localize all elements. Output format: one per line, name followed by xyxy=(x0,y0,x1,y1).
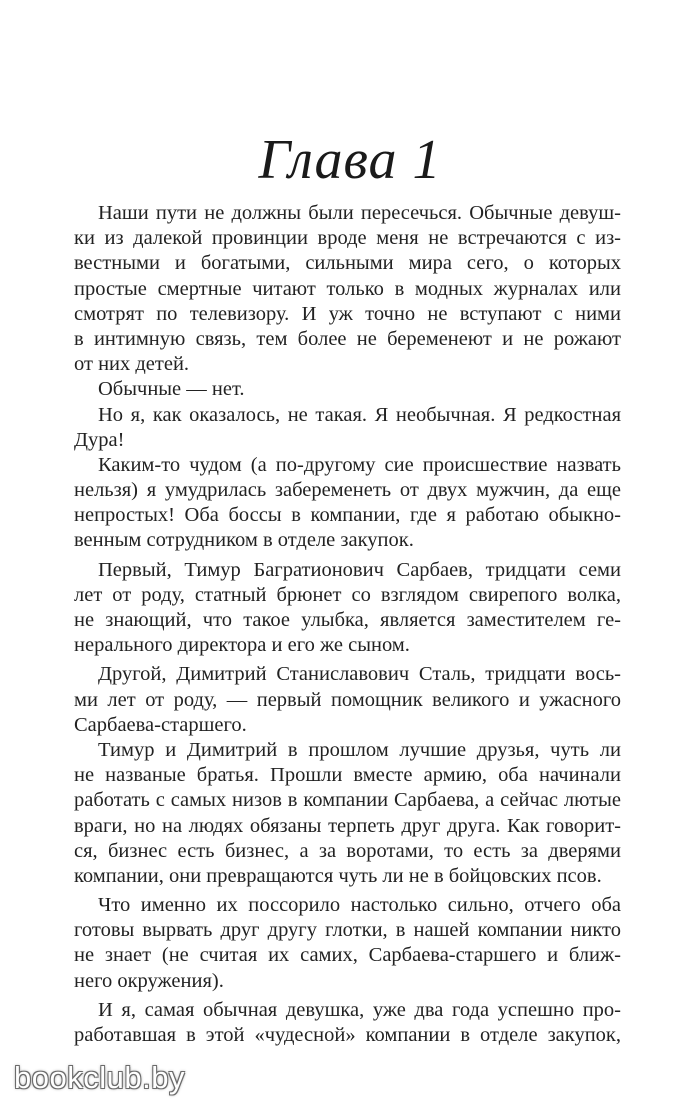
text-line: нерального директора и его же сыном. xyxy=(74,634,410,657)
text-line: вестными и богатыми, сильными мира сего, о которых xyxy=(74,252,621,275)
text-line: Дура! xyxy=(74,428,125,451)
text-line: работать с самых низов в компании Сарбаева, а сейчас лютые xyxy=(74,789,621,812)
text-line: Тимур и Димитрий в прошлом лучшие друзья, чуть ли xyxy=(98,738,621,761)
text-line: простые смертные читают только в модных журналах или xyxy=(74,277,621,300)
text-line: компании, они превращаются чуть ли не в бойцовских псов. xyxy=(74,864,602,887)
text-line: Наши пути не должны были пересечься. Обычные девуш- xyxy=(98,202,621,224)
text-line: Обычные — нет. xyxy=(98,378,245,401)
text-line: лет от роду, статный брюнет со взглядом свирепого волка, xyxy=(74,583,621,606)
text-line: не знающий, что такое улыбка, является заместителем ге- xyxy=(74,609,621,631)
text-line: нельзя) я умудрилась забеременеть от двух мужчин, да еще xyxy=(74,479,621,502)
chapter-title: Глава 1 xyxy=(258,129,442,191)
text-line: Что именно их поссорило настолько сильно, отчего оба xyxy=(98,894,621,917)
site-watermark: bookclub.by xyxy=(14,1060,185,1095)
text-line: не знает (не считая их самих, Сарбаева-старшего и ближ- xyxy=(74,944,621,967)
text-line: смотрят по телевизору. И уж точно не вступают с ними xyxy=(74,302,621,325)
text-line: ся, бизнес есть бизнес, а за воротами, то есть за дверями xyxy=(74,839,621,862)
text-line: Первый, Тимур Багратионович Сарбаев, тридцати семи xyxy=(98,558,621,581)
text-line: ми лет от роду, — первый помощник великого и ужасного xyxy=(74,688,621,711)
text-line: Но я, как оказалось, не такая. Я необычная. Я редкостная xyxy=(98,403,621,426)
chapter-body xyxy=(74,201,621,1048)
text-line: не названые братья. Прошли вместе армию, оба начинали xyxy=(74,764,621,787)
text-line: от них детей. xyxy=(74,353,190,376)
text-line: Сарбаева-старшего. xyxy=(74,713,247,736)
text-line: него окружения). xyxy=(74,969,224,992)
text-line: непростых! Оба боссы в компании, где я работаю обыкно- xyxy=(74,504,621,527)
text-line: враги, но на людях обязаны терпеть друг друга. Как говорит- xyxy=(74,814,621,837)
text-line: венным сотрудником в отделе закупок. xyxy=(74,529,414,552)
text-line: И я, самая обычная девушка, уже два года успешно про- xyxy=(98,998,621,1021)
text-line: в интимную связь, тем более не беременеют и не рожают xyxy=(74,327,621,350)
text-line: работавшая в этой «чудесной» компании в отделе закупок, xyxy=(74,1024,621,1046)
text-line: готовы вырвать друг другу глотки, в нашей компании никто xyxy=(74,919,621,942)
text-line: ки из далекой провинции вроде меня не встречаются с из- xyxy=(74,227,621,250)
text-line: Другой, Димитрий Станиславович Сталь, тридцати вось- xyxy=(98,663,621,686)
text-line: Каким-то чудом (а по-другому сие происшествие назвать xyxy=(98,453,621,476)
